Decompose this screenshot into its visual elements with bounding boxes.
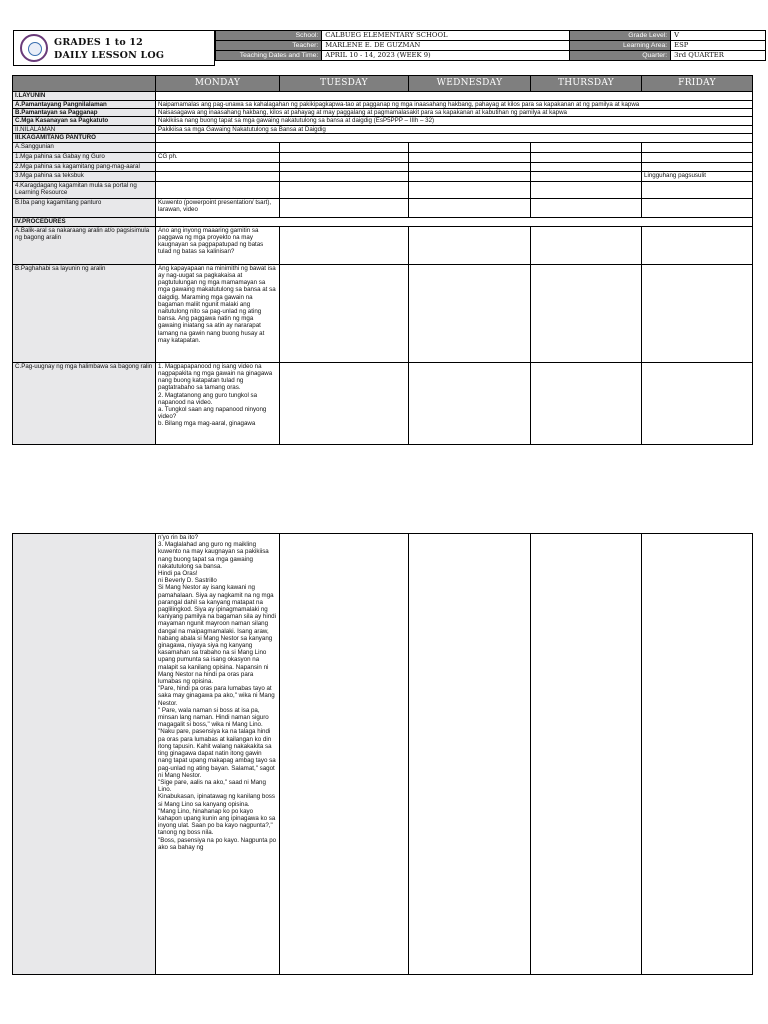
table-row (13, 171, 753, 181)
header-info-table (215, 30, 768, 61)
portal-label: 4.Karagdagang kagamitan mula sa portal ng Learning Resource (13, 181, 156, 198)
table-row (13, 181, 753, 198)
paghahabi-label: B.Paghahabi sa layunin ng aralin (13, 264, 156, 362)
school-logo-box (13, 30, 215, 66)
continued-label-cell (13, 534, 156, 975)
area-value: ESP (671, 41, 766, 51)
section-kagamitan: III.KAGAMITANG PANTURO (13, 133, 156, 142)
pangnilalaman-label: A.Pamantayang Pangnilalaman (13, 101, 156, 109)
blank-header (13, 76, 156, 92)
dates-label: Teaching Dates and Time: (216, 51, 322, 61)
table-row (13, 101, 753, 109)
grade-label: Grade Level: (570, 31, 671, 41)
kasanayan-value: Nakikiisa nang buong tapat sa mga gawaing nakatutulong sa bansa at daigdig (EsP5PPP – IIIh – 32) (156, 117, 753, 125)
dates-value: APRIL 10 - 14, 2023 (WEEK 9) (322, 51, 570, 61)
table-row (13, 125, 753, 133)
title-line2: DAILY LESSON LOG (54, 50, 165, 61)
area-label: Learning Area: (570, 41, 671, 51)
pangnilalaman-value: Naipamamalas ang pag-unawa sa kahalagahan ng pakikipagkapwa-tao at pagganap ng mga inaasahang hakbang, pahayag at kilos para sa kapakanan at ng pamilya at kapwa (156, 101, 753, 109)
table-row (13, 133, 753, 142)
table-row (13, 217, 753, 226)
teksbuk-label: 3.Mga pahina sa teksbuk (13, 171, 156, 181)
table-row (13, 264, 753, 362)
balik-monday: Ano ang inyong maaaring gamitin sa paggawa ng mga proyekto na may kaugnayan sa pagpapatupad ng batas tulad ng batas sa kalinisan? (156, 226, 280, 264)
table-row (13, 198, 753, 217)
school-value: CALBUEG ELEMENTARY SCHOOL (322, 31, 570, 41)
doc-title (54, 36, 164, 62)
table-row (13, 92, 753, 101)
paguugnay-monday: 1. Magpapapanood ng isang video na nagpapakita ng mga gawain na ginagawa nang buong katapatan tulad ng pagtatrabaho sa tamang oras. 2. Magtatanong ang guro tungkol sa napanood na video. a. Tungkol saan ang napanood ninyong video? b. Bilang mga mag-aaral, ginagawa (156, 362, 280, 444)
section-layunin: I.LAYUNIN (13, 92, 156, 101)
quarter-label: Quarter: (570, 51, 671, 61)
paghahabi-monday: Ang kapayapaan na minimithi ng bawat isa ay nag-uugat sa pagkakaisa at pagtutulungan ng mga mamamayan sa mga gawaing makatutulong sa bansa at sa daigdig. Maraming mga gawain na bagaman maliit ngunit malaki ang naitutulong nito sa pag-unlad ng ating bansa. Ang paggawa natin ng mga gawaing iniatang sa atin ay nararapat lamang na gawin nang buong husay at may katapatan. (156, 264, 280, 362)
lesson-table-continued (12, 533, 753, 975)
table-row (13, 152, 753, 162)
nilalaman-value: Pakikiisa sa mga Gawaing Nakatutulong sa Bansa at Daigdig (156, 125, 753, 133)
day-tuesday: TUESDAY (280, 76, 409, 92)
table-row (13, 117, 753, 125)
quarter-value: 3rd QUARTER (671, 51, 766, 61)
gabay-monday: CG ph. (156, 152, 280, 162)
continued-monday: n'yo rin ba ito? 3. Maglalahad ang guro ng maikling kuwento na may kaugnayan sa pakikiisa nang buong tapat sa mga gawaing nakatutulong sa bansa. Hindi pa Oras! ni Beverly D. Sastrillo Si Mang Nestor ay isang kawani ng pamahalaan. Siya ay nagkamit na ng mga parangal dahil sa kanyang matapat na paglilingkod. Siya ay ipinagmamalaki ng kaniyang pamilya na bagaman sila ay hindi mayaman ngunit mayroon naman silang dangal na maipagmamalaki. Isang araw, habang abala si Mang Nestor sa kanyang ginagawa, niyaya siya ng kanyang kasamahan sa trabaho na si Mang Lino upang pumunta sa isang okasyon na malapit sa kanilang opisina. Napansin ni Mang Nestor na hindi pa oras para lumabas ng opisina. "Pare, hindi pa oras para lumabas tayo at saka may ginagawa pa ako," wika ni Mang Nestor. " Pare, wala naman si boss at isa pa, minsan lang naman. Hindi naman siguro magagalit si boss," wika ni Mang Lino. "Naku pare, pasensiya ka na talaga hindi pa oras para lumabas at kailangan ko din itong tapusin. Kahit walang nakakakita sa ting ginagawa dapat natin itong gawin nang tapat upang makapag ambag tayo sa pag-unlad ng ating bayan. Salamat," sagot ni Mang Nestor. "Sige pare, aalis na ako," saad ni Mang Lino. Kinabukasan, ipinatawag ng kanilang boss si Mang Lino sa kanyang opisina. "Mang Lino, hinahanap ko po kayo kahapon upang kunin ang ipinagawa ko sa inyong ulat. Saan po ba kayo nagpunta?," tanong ng boss nila. "Boss, pasensiya na po kayo. Nagpunta po ako sa bahay ng (156, 534, 280, 975)
day-header-row (13, 76, 753, 92)
day-friday: FRIDAY (642, 76, 753, 92)
day-wednesday: WEDNESDAY (409, 76, 531, 92)
pagganap-value: Naisasagawa ang inaasahang hakbang, kilos at pahayag at may paggalang at pagmamalasakit para sa kapakanan at kabutihan ng pamilya at kapwa (156, 109, 753, 117)
pagganap-label: B.Pamantayan sa Pagganap (13, 109, 156, 117)
deped-seal-icon (20, 34, 48, 62)
sanggunian-label: A.Sanggunian (13, 142, 156, 152)
day-thursday: THURSDAY (531, 76, 642, 92)
day-monday: MONDAY (156, 76, 280, 92)
teacher-value: MARLENE E. DE GUZMAN (322, 41, 570, 51)
iba-label: B.Iba pang kagamitang panturo (13, 198, 156, 217)
grade-value: V (671, 31, 766, 41)
table-row (13, 362, 753, 444)
nilalaman-label: II.NILALAMAN (13, 125, 156, 133)
table-row (13, 142, 753, 152)
table-row (13, 534, 753, 975)
balik-label: A.Balik-aral sa nakaraang aralin at/o pagsisimula ng bagong aralin (13, 226, 156, 264)
paguugnay-label: C.Pag-uugnay ng mga halimbawa sa bagong ralin (13, 362, 156, 444)
table-row (13, 226, 753, 264)
lesson-table (12, 75, 753, 445)
kagamitang-label: 2.Mga pahina sa kagamitang pang-mag-aaral (13, 162, 156, 171)
gabay-label: 1.Mga pahina sa Gabay ng Guro (13, 152, 156, 162)
school-label: School: (216, 31, 322, 41)
title-line1: GRADES 1 to 12 (54, 37, 143, 48)
kasanayan-label: C.Mga Kasanayan sa Pagkatuto (13, 117, 156, 125)
iba-monday: Kuwento (powerpoint presentation/ tsart), larawan, video (156, 198, 280, 217)
table-row (13, 162, 753, 171)
section-procedures: IV.PROCEDURES (13, 217, 156, 226)
table-row (13, 109, 753, 117)
teksbuk-friday: Lingguhang pagsusulit (642, 171, 753, 181)
teacher-label: Teacher: (216, 41, 322, 51)
